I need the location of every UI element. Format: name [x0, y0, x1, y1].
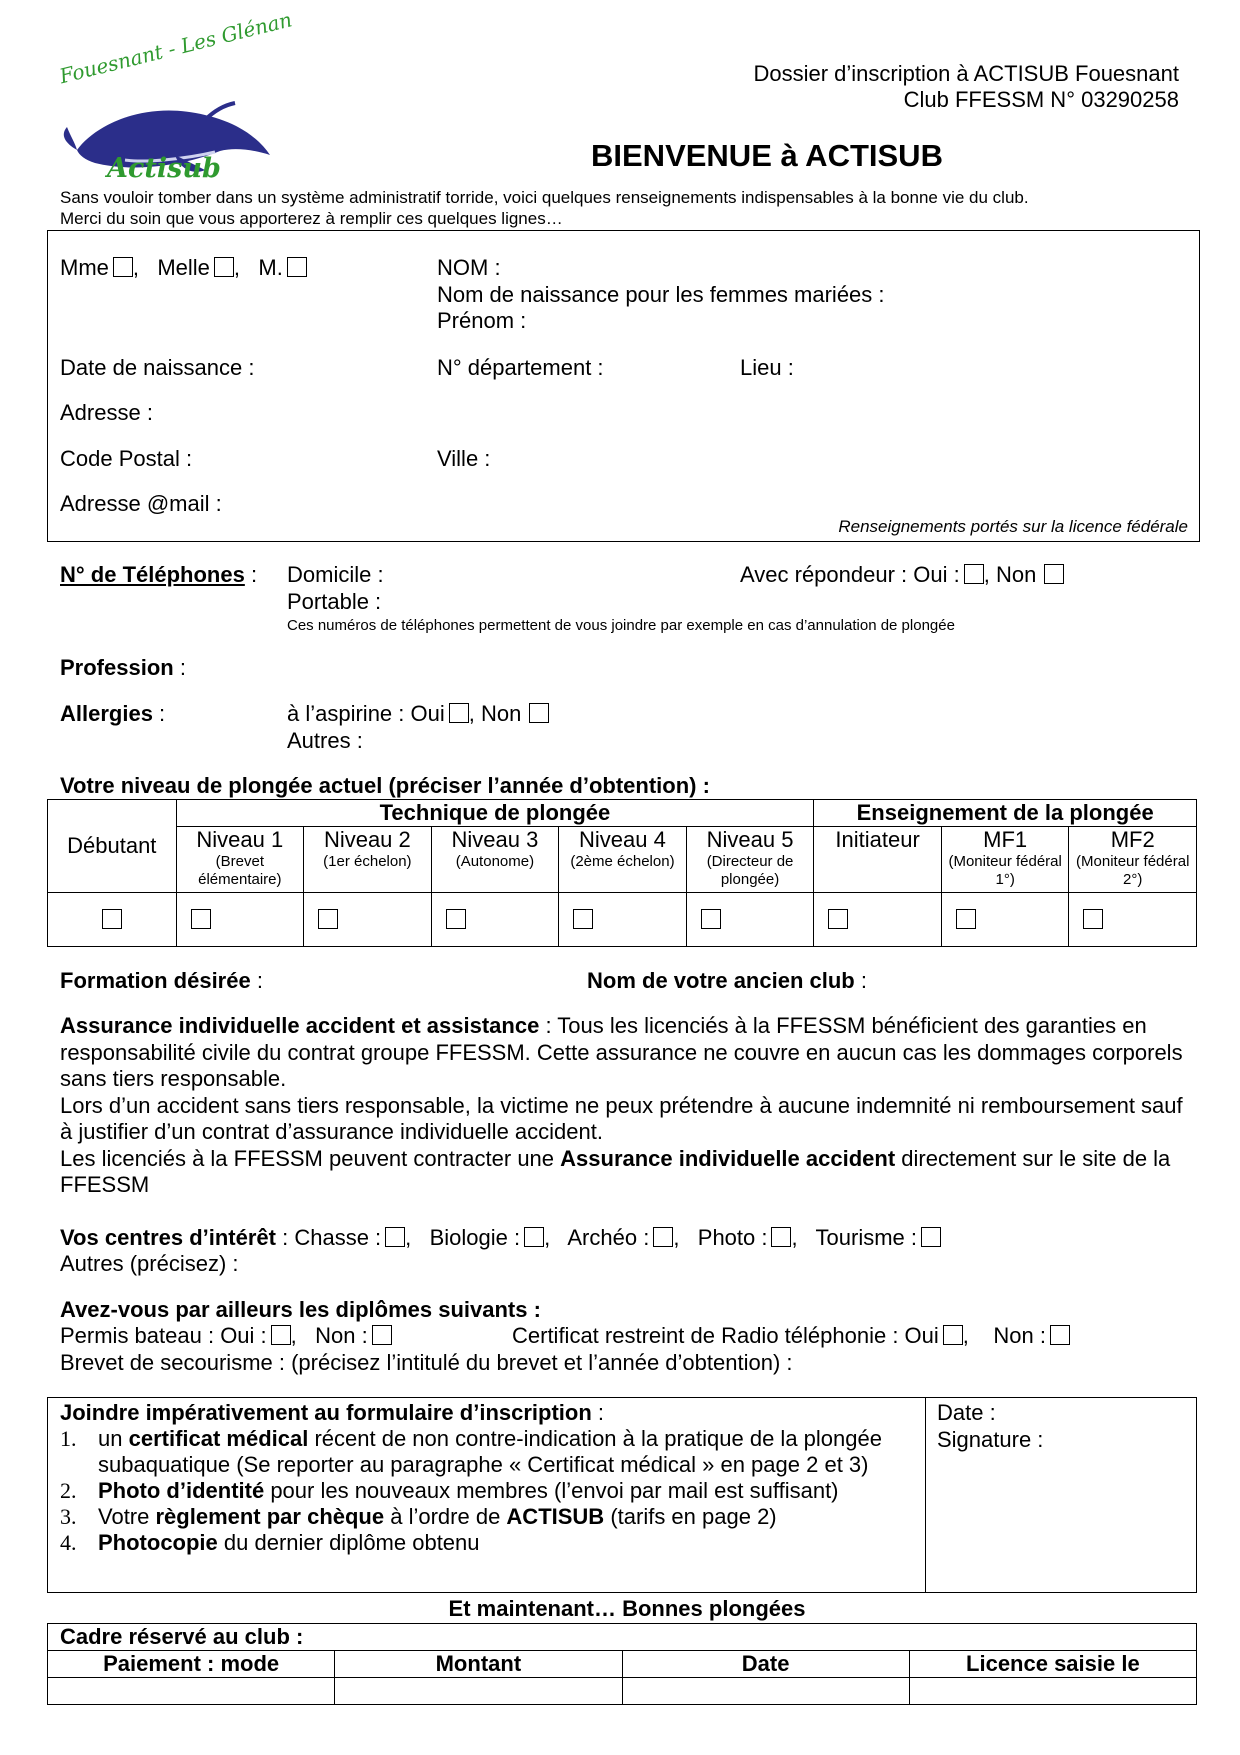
mme-label: Mme: [60, 255, 109, 280]
list-text-bold-2: ACTISUB: [506, 1504, 605, 1529]
list-number: 3.: [60, 1504, 77, 1529]
archeo-label: Archéo :: [567, 1225, 650, 1250]
level-checkbox-cell: [559, 893, 687, 947]
repondeur-row: [740, 562, 1064, 588]
melle-checkbox[interactable]: [214, 257, 234, 277]
list-item: [60, 1426, 920, 1478]
joindre-content: [60, 1400, 920, 1556]
club-col-header: Montant: [335, 1651, 622, 1678]
logo-top-text: Fouesnant - Les Glénan: [57, 7, 295, 89]
closing-line: Et maintenant… Bonnes plongées: [448, 1596, 806, 1621]
level-col-header: [431, 827, 559, 893]
assurance-text-2: Lors d’un accident sans tiers responsable, la victime ne peux prétendre à aucune indemnité ni remboursement sauf à justifier d’un contrat d’assurance individuelle accident.: [60, 1092, 1183, 1144]
level-checkbox-cell: [431, 893, 559, 947]
level-checkbox-mf2[interactable]: [1083, 909, 1103, 929]
radio-oui-checkbox[interactable]: [943, 1325, 963, 1345]
repondeur-non-checkbox[interactable]: [1044, 564, 1064, 584]
level-col-title: Initiateur: [835, 827, 920, 852]
level-col-sub: (Brevet élémentaire): [198, 853, 282, 888]
aspirine-oui-label: à l’aspirine : Oui: [287, 701, 445, 726]
group-technique-header: Technique de plongée: [176, 800, 814, 827]
repondeur-non-label: , Non: [983, 562, 1037, 587]
aspirine-row: [287, 701, 549, 727]
list-text-bold: règlement par chèque: [155, 1504, 385, 1529]
radio-oui-label: Certificat restreint de Radio téléphonie : Oui: [512, 1323, 939, 1348]
level-table: [47, 799, 1197, 947]
radio-row: Certificat restreint de Radio téléphonie : Oui , Non :: [512, 1323, 1070, 1349]
level-col-sub: (Directeur de plongée): [706, 853, 794, 888]
photo-label: Photo :: [697, 1225, 768, 1250]
assurance-bold-3: Assurance individuelle accident: [560, 1145, 896, 1171]
permis-non-checkbox[interactable]: [372, 1325, 392, 1345]
phones-label-row: [60, 562, 257, 588]
civility-row: Mme , Melle , M.: [60, 255, 307, 281]
aspirine-non-checkbox[interactable]: [529, 703, 549, 723]
level-col-title: Niveau 3: [451, 827, 539, 852]
nom-naissance-label: Nom de naissance pour les femmes mariées :: [437, 282, 885, 307]
level-checkbox-niveau1[interactable]: [191, 909, 211, 929]
level-checkbox-mf1[interactable]: [956, 909, 976, 929]
list-text-post: récent de non contre-indication à la pratique de la plongée subaquatique (Se reporter au paragraphe « Certificat médical » en page 2 et 3): [98, 1426, 882, 1477]
assurance-text-3a: Les licenciés à la FFESSM peuvent contracter une: [60, 1145, 561, 1171]
date-naissance-label: Date de naissance :: [60, 355, 255, 380]
ancien-club-colon: :: [854, 968, 867, 993]
photo-checkbox[interactable]: [771, 1227, 791, 1247]
mme-checkbox[interactable]: [113, 257, 133, 277]
list-text-post: du dernier diplôme obtenu: [217, 1530, 480, 1555]
level-col-sub: (1er échelon): [323, 853, 412, 870]
level-col-sub: (Moniteur fédéral 1°): [948, 853, 1062, 888]
level-checkbox-niveau2[interactable]: [318, 909, 338, 929]
phones-note: Ces numéros de téléphones permettent de vous joindre par exemple en cas d’annulation de plongée: [287, 617, 955, 634]
joindre-heading-row: [60, 1400, 920, 1426]
level-checkbox-debutant[interactable]: [102, 909, 122, 929]
interests-autres-label: Autres (précisez) :: [60, 1251, 239, 1276]
secourisme-label: Brevet de secourisme : (précisez l’intitulé du brevet et l’année d’obtention) :: [60, 1350, 793, 1375]
profession-row: [60, 655, 186, 681]
intro-line-1: Sans vouloir tomber dans un système administratif torride, voici quelques renseignements indispensables à la bonne vie du club.: [60, 188, 1029, 207]
list-number: 2.: [60, 1478, 77, 1503]
level-col-title: Niveau 1: [196, 827, 284, 852]
level-col-header: [304, 827, 432, 893]
club-col-header: Paiement : mode: [48, 1651, 335, 1678]
assurance-text-3b: directement sur le site de la FFESSM: [60, 1145, 1171, 1197]
list-item: [60, 1478, 920, 1504]
list-text-bold: certificat médical: [128, 1426, 309, 1451]
doc-line-1: Dossier d’inscription à ACTISUB Fouesnant: [753, 61, 1179, 86]
level-col-header: [686, 827, 814, 893]
domicile-label: Domicile :: [287, 562, 384, 587]
signature-label: Signature :: [937, 1427, 1044, 1452]
mail-label: Adresse @mail :: [60, 491, 222, 516]
formation-label: Formation désirée: [60, 968, 251, 993]
permis-oui-label: Permis bateau : Oui :: [60, 1323, 267, 1348]
logo-bottom-text: Actisub: [107, 153, 221, 184]
list-number: 1.: [60, 1426, 77, 1451]
aspirine-non-label: , Non: [468, 701, 522, 726]
allergies-row: [60, 701, 165, 727]
permis-non-label: Non :: [315, 1323, 368, 1348]
profession-colon: :: [173, 655, 186, 680]
club-cell-licence[interactable]: [909, 1678, 1196, 1705]
level-col-title: MF2: [1110, 827, 1155, 852]
level-col-header: [814, 827, 942, 893]
interests-row: Vos centres d’intérêt : Chasse : , Biologie : , Archéo : , Photo : , Tourisme :: [60, 1225, 941, 1251]
level-checkbox-cell: [1069, 893, 1197, 947]
chasse-label: : Chasse :: [276, 1225, 382, 1250]
departement-label: N° département :: [437, 355, 604, 380]
club-col-header: Date: [622, 1651, 909, 1678]
level-col-header: [1069, 827, 1197, 893]
club-heading: Cadre réservé au club :: [48, 1624, 1197, 1651]
tourisme-label: Tourisme :: [815, 1225, 918, 1250]
list-text-post: à l’ordre de: [384, 1504, 507, 1529]
licence-note: Renseignements portés sur la licence fédérale: [838, 517, 1188, 536]
club-cell-date[interactable]: [622, 1678, 909, 1705]
level-checkbox-niveau5[interactable]: [701, 909, 721, 929]
list-text-post: pour les nouveaux membres (l’envoi par mail est suffisant): [264, 1478, 839, 1503]
level-col-title: MF1: [983, 827, 1028, 852]
tourisme-checkbox[interactable]: [921, 1227, 941, 1247]
level-col-header: [559, 827, 687, 893]
doc-line-2: Club FFESSM N° 03290258: [903, 87, 1179, 112]
level-checkbox-cell: [176, 893, 304, 947]
level-col-title: Débutant: [67, 833, 157, 858]
repondeur-oui-checkbox[interactable]: [964, 564, 984, 584]
level-checkbox-cell: [304, 893, 432, 947]
repondeur-oui-label: Avec répondeur : Oui :: [740, 562, 960, 587]
m-checkbox[interactable]: [287, 257, 307, 277]
intro-line-2: Merci du soin que vous apporterez à remplir ces quelques lignes…: [60, 209, 563, 228]
adresse-label: Adresse :: [60, 400, 153, 425]
level-col-title: Niveau 2: [323, 827, 411, 852]
allergies-label: Allergies: [60, 701, 153, 726]
archeo-checkbox[interactable]: [653, 1227, 673, 1247]
phones-label: N° de Téléphones: [60, 562, 245, 587]
lieu-label: Lieu :: [740, 355, 794, 380]
ancien-club-label: Nom de votre ancien club: [587, 968, 855, 993]
level-checkbox-niveau3[interactable]: [446, 909, 466, 929]
club-table: [47, 1623, 1197, 1705]
list-item: [60, 1504, 920, 1530]
m-label: M.: [258, 255, 283, 280]
list-text-pre: un: [98, 1426, 129, 1451]
level-col-sub: (2ème échelon): [570, 853, 675, 870]
list-number: 4.: [60, 1530, 77, 1555]
ville-label: Ville :: [437, 446, 491, 471]
level-col-debutant-header: [48, 800, 177, 893]
level-checkbox-initiateur[interactable]: [828, 909, 848, 929]
page-title: BIENVENUE à ACTISUB: [591, 138, 943, 173]
level-col-sub: (Autonome): [455, 853, 535, 870]
profession-label: Profession: [60, 655, 174, 680]
club-cell-montant[interactable]: [335, 1678, 622, 1705]
list-text-pre: Votre: [98, 1504, 156, 1529]
prenom-label: Prénom :: [437, 308, 527, 333]
code-postal-label: Code Postal :: [60, 446, 193, 471]
diplomes-heading: Avez-vous par ailleurs les diplômes suivants :: [60, 1297, 541, 1322]
ancien-club-row: [587, 968, 867, 994]
signature-divider: [925, 1397, 926, 1593]
level-checkbox-niveau4[interactable]: [573, 909, 593, 929]
joindre-heading: Joindre impérativement au formulaire d’inscription: [60, 1400, 592, 1425]
chasse-checkbox[interactable]: [385, 1227, 405, 1247]
radio-non-checkbox[interactable]: [1050, 1325, 1070, 1345]
joindre-list: [60, 1426, 920, 1556]
biologie-label: Biologie :: [429, 1225, 521, 1250]
interests-label: Vos centres d’intérêt: [60, 1225, 276, 1250]
permis-oui-checkbox[interactable]: [271, 1325, 291, 1345]
group-enseignement-header: Enseignement de la plongée: [814, 800, 1197, 827]
club-cell-paiement[interactable]: [48, 1678, 335, 1705]
level-col-title: Niveau 5: [706, 827, 794, 852]
level-checkbox-cell: [941, 893, 1069, 947]
level-checkbox-cell: [686, 893, 814, 947]
list-text-end: (tarifs en page 2): [604, 1504, 777, 1529]
level-col-header: [941, 827, 1069, 893]
permis-row: Permis bateau : Oui : , Non :: [60, 1323, 392, 1349]
joindre-colon: :: [591, 1400, 605, 1425]
club-logo: [55, 7, 295, 190]
nom-label: NOM :: [437, 255, 501, 280]
allergies-autres-label: Autres :: [287, 728, 363, 753]
level-col-title: Niveau 4: [579, 827, 666, 852]
level-col-header: [176, 827, 304, 893]
assurance-title: Assurance individuelle accident et assistance: [60, 1013, 540, 1038]
level-col-sub: (Moniteur fédéral 2°): [1076, 853, 1190, 888]
biologie-checkbox[interactable]: [524, 1227, 544, 1247]
formation-row: [60, 968, 263, 994]
portable-label: Portable :: [287, 589, 382, 614]
assurance-text-1: : Tous les licenciés à la FFESSM bénéficient des garanties en responsabilité civile du contrat groupe FFESSM. Cette assurance ne couvre en aucun cas les dommages corporels sans tiers responsable.: [60, 1013, 1183, 1091]
list-item: [60, 1530, 920, 1556]
list-text-bold: Photocopie: [98, 1530, 218, 1555]
melle-label: Melle: [157, 255, 210, 280]
allergies-colon: :: [152, 701, 166, 726]
level-checkbox-cell: [814, 893, 942, 947]
phones-colon: :: [244, 562, 258, 587]
aspirine-oui-checkbox[interactable]: [449, 703, 469, 723]
list-text-bold: Photo d’identité: [98, 1478, 265, 1503]
assurance-paragraph: [60, 1013, 1190, 1199]
level-checkbox-cell: [48, 893, 177, 947]
radio-non-label: Non :: [993, 1323, 1046, 1348]
club-col-header: Licence saisie le: [909, 1651, 1196, 1678]
date-label: Date :: [937, 1400, 996, 1425]
formation-colon: :: [250, 968, 263, 993]
level-heading: Votre niveau de plongée actuel (préciser l’année d’obtention) :: [60, 773, 710, 798]
